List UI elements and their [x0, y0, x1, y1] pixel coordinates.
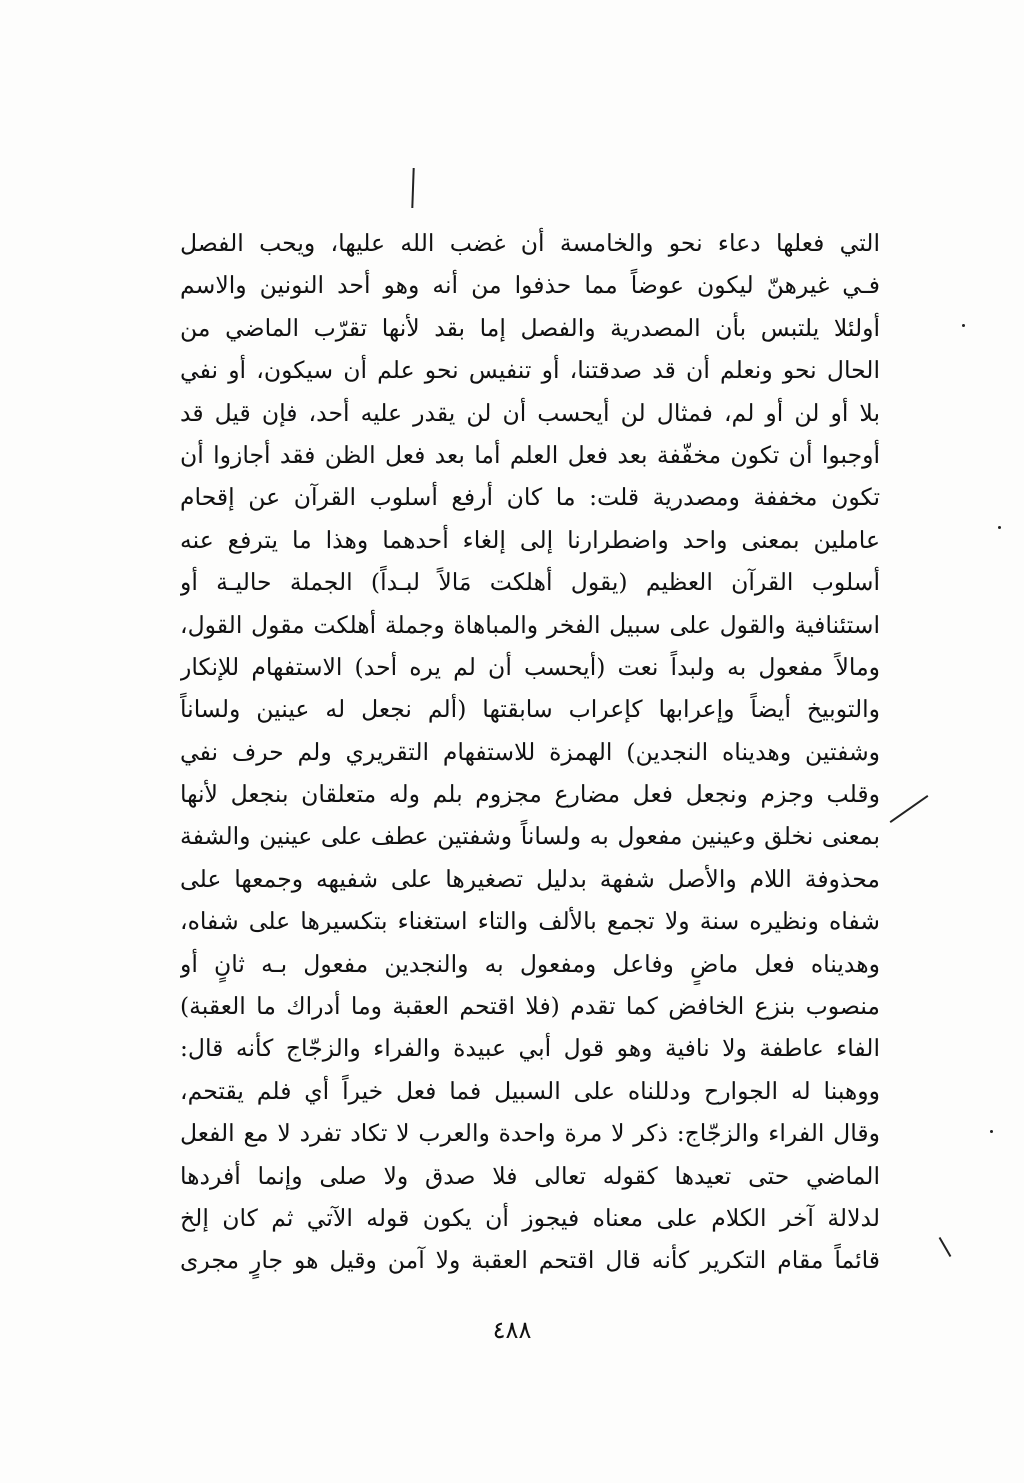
text-line: وقلب وجزم ونجعل فعل مضارع مجزوم بلم وله متعلقان بنجعل لأنها [180, 780, 880, 809]
text-line: بمعنى نخلق وعينين مفعول به ولساناً وشفتين عطف على عينين والشفة [180, 822, 880, 851]
text-line: شفاه ونظيره سنة ولا تجمع بالألف والتاء استغناء بتكسيرها على شفاه، [180, 907, 880, 936]
text-line: وشفتين وهديناه النجدين) الهمزة للاستفهام التقريري ولم حرف نفي [180, 737, 880, 766]
ink-speck [962, 324, 965, 327]
page-number: ٤٨٨ [492, 1316, 532, 1344]
text-line: والتوبيخ أيضاً وإعرابها كإعراب سابقتها (ألم نجعل له عينين ولساناً [180, 695, 880, 724]
text-line: أسلوب القرآن العظيم (يقول أهلكت مَالاً لبـداً) الجملة حاليـة أو [180, 568, 880, 597]
text-line: الفاء عاطفة ولا نافية وهو قول أبي عبيدة والفراء والزجّاج كأنه قال: [180, 1034, 880, 1063]
text-line: محذوفة اللام والأصل شفهة بدليل تصغيرها على شفيهه وجمعها على [180, 864, 880, 893]
ink-speck [998, 526, 1001, 529]
text-line: تكون مخففة ومصدرية قلت: ما كان أرفع أسلوب القرآن عن إقحام [180, 483, 880, 512]
text-line: لدلالة آخر الكلام على معناه فيجوز أن يكون قوله الآتي ثم كان إلخ [180, 1203, 880, 1232]
text-line: الحال نحو ونعلم أن قد صدقتنا، أو تنفيس نحو علم أن سيكون، أو نفي [180, 356, 880, 385]
ink-tick-mark [411, 168, 414, 208]
ink-speck [990, 1130, 993, 1133]
text-line: عاملين بمعنى واحد واضطرارنا إلى إلغاء أحدهما وهذا ما يترفع عنه [180, 525, 880, 554]
text-line: ومالاً مفعول به ولبداً نعت (أيحسب أن لم يره أحد) الاستفهام للإنكار [180, 652, 880, 681]
text-line: منصوب بنزع الخافض كما تقدم (فلا اقتحم العقبة وما أدراك ما العقبة) [180, 992, 880, 1021]
text-line: وقال الفراء والزجّاج: ذكر لا مرة واحدة والعرب لا تكاد تفرد لا مع الفعل [180, 1119, 880, 1148]
text-line: فـي غيرهنّ ليكون عوضاً مما حذفوا من أنه وهو أحد النونين والاسم [180, 271, 880, 300]
margin-slash-mark [890, 795, 929, 823]
text-line: بلا أو لن أو لم، فمثال لن أيحسب أن لن يقدر عليه أحد، فإن قيل قد [180, 398, 880, 427]
text-line: أولئلا يلتبس بأن المصدرية والفصل إما بقد لأنها تقرّب الماضي من [180, 313, 880, 342]
body-text [180, 222, 880, 1282]
text-line: أوجبوا أن تكون مخفّفة بعد فعل العلم أما بعد فعل الظن فقد أجازوا أن [180, 440, 880, 469]
text-line: استئنافية والقول على سبيل الفخر والمباهاة وجملة أهلكت مقول القول، [180, 610, 880, 639]
text-line: ووهبنا له الجوارح ودللناه على السبيل فما فعل خيراً أي فلم يقتحم، [180, 1076, 880, 1105]
text-line: التي فعلها دعاء نحو والخامسة أن غضب الله عليها، ويحب الفصل [180, 229, 880, 257]
text-line: وهديناه فعل ماضٍ وفاعل ومفعول به والنجدين مفعول بـه ثانٍ أو [180, 949, 880, 978]
text-line: الماضي حتى تعيدها كقوله تعالى فلا صدق ولا صلى وإنما أفردها [180, 1161, 880, 1190]
margin-tick-mark [939, 1237, 952, 1257]
text-line: قائماً مقام التكرير كأنه قال اقتحم العقبة ولا آمن وقيل هو جارٍ مجرى [180, 1246, 880, 1275]
